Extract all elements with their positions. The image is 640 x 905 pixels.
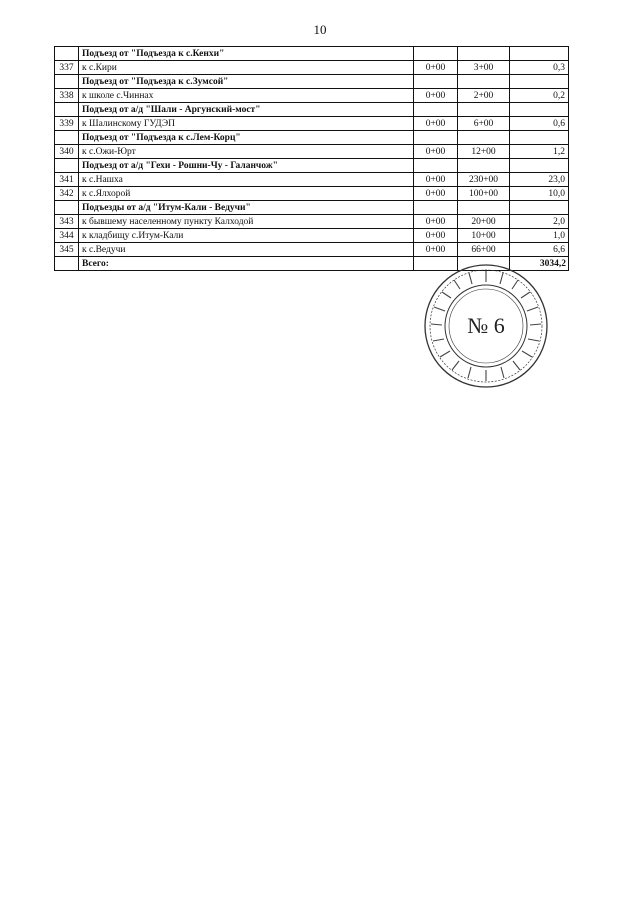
road-name: Подъезд от "Подъезда к с.Лем-Корц" — [79, 131, 414, 145]
row-number — [55, 257, 79, 271]
road-name: к Шалинскому ГУДЭП — [79, 117, 414, 131]
road-name: Подъезд от а/д "Гехи - Рошни-Чу - Галанчож" — [79, 159, 414, 173]
end-km: 230+00 — [458, 173, 510, 187]
row-number: 344 — [55, 229, 79, 243]
start-km: 0+00 — [414, 215, 458, 229]
start-km: 0+00 — [414, 173, 458, 187]
roads-table — [54, 46, 569, 271]
end-km: 3+00 — [458, 61, 510, 75]
end-km: 2+00 — [458, 89, 510, 103]
length-km — [510, 75, 569, 89]
row-number: 345 — [55, 243, 79, 257]
start-km: 0+00 — [414, 145, 458, 159]
group-header-row — [55, 103, 569, 117]
row-number: 341 — [55, 173, 79, 187]
table-row — [55, 145, 569, 159]
row-number: 342 — [55, 187, 79, 201]
row-number: 340 — [55, 145, 79, 159]
start-km — [414, 159, 458, 173]
length-km — [510, 47, 569, 61]
end-km: 6+00 — [458, 117, 510, 131]
end-km — [458, 201, 510, 215]
end-km: 100+00 — [458, 187, 510, 201]
road-name: к кладбищу с.Итум-Кали — [79, 229, 414, 243]
end-km — [458, 103, 510, 117]
start-km — [414, 131, 458, 145]
length-km: 1,2 — [510, 145, 569, 159]
length-km: 23,0 — [510, 173, 569, 187]
start-km: 0+00 — [414, 61, 458, 75]
table-row — [55, 187, 569, 201]
road-name: к с.Ожи-Юрт — [79, 145, 414, 159]
group-header-row — [55, 201, 569, 215]
group-header-row — [55, 159, 569, 173]
end-km — [458, 47, 510, 61]
roads-table-body — [55, 47, 569, 271]
row-number — [55, 131, 79, 145]
end-km: 10+00 — [458, 229, 510, 243]
road-name: к с.Кири — [79, 61, 414, 75]
start-km: 0+00 — [414, 117, 458, 131]
road-name: к с.Ялхорой — [79, 187, 414, 201]
row-number — [55, 201, 79, 215]
seal-number: № 6 — [467, 313, 505, 338]
length-km: 0,6 — [510, 117, 569, 131]
table-row — [55, 117, 569, 131]
row-number — [55, 75, 79, 89]
end-km: 20+00 — [458, 215, 510, 229]
row-number — [55, 103, 79, 117]
road-name: к бывшему населенному пункту Калходой — [79, 215, 414, 229]
page-number: 10 — [313, 22, 327, 37]
start-km — [414, 47, 458, 61]
end-km: 66+00 — [458, 243, 510, 257]
start-km: 0+00 — [414, 89, 458, 103]
row-number — [55, 47, 79, 61]
end-km — [458, 159, 510, 173]
row-number: 338 — [55, 89, 79, 103]
group-header-row — [55, 131, 569, 145]
row-number — [55, 159, 79, 173]
row-number: 343 — [55, 215, 79, 229]
table-row — [55, 215, 569, 229]
length-km: 10,0 — [510, 187, 569, 201]
road-name: к с.Нашха — [79, 173, 414, 187]
start-km: 0+00 — [414, 229, 458, 243]
start-km — [414, 201, 458, 215]
end-km: 12+00 — [458, 145, 510, 159]
group-header-row — [55, 75, 569, 89]
road-name: Подъезд от "Подъезда к с.Зумсой" — [79, 75, 414, 89]
road-name: Подъезд от а/д "Шали - Аргунский-мост" — [79, 103, 414, 117]
start-km — [414, 103, 458, 117]
start-km: 0+00 — [414, 187, 458, 201]
table-row — [55, 229, 569, 243]
length-km: 3034,2 — [510, 257, 569, 271]
length-km: 1,0 — [510, 229, 569, 243]
length-km: 6,6 — [510, 243, 569, 257]
length-km — [510, 103, 569, 117]
end-km — [458, 75, 510, 89]
group-header-row — [55, 47, 569, 61]
table-row — [55, 61, 569, 75]
table-row — [55, 243, 569, 257]
row-number: 337 — [55, 61, 79, 75]
road-name: Всего: — [79, 257, 414, 271]
row-number: 339 — [55, 117, 79, 131]
road-name: Подъезды от а/д "Итум-Кали - Ведучи" — [79, 201, 414, 215]
length-km — [510, 131, 569, 145]
start-km — [414, 75, 458, 89]
start-km: 0+00 — [414, 243, 458, 257]
table-row — [55, 173, 569, 187]
road-name: к с.Ведучи — [79, 243, 414, 257]
length-km — [510, 159, 569, 173]
length-km: 0,2 — [510, 89, 569, 103]
table-row — [55, 89, 569, 103]
road-name: Подъезд от "Подъезда к с.Кенхи" — [79, 47, 414, 61]
end-km — [458, 131, 510, 145]
length-km — [510, 201, 569, 215]
length-km: 0,3 — [510, 61, 569, 75]
road-name: к школе с.Чиннах — [79, 89, 414, 103]
length-km: 2,0 — [510, 215, 569, 229]
